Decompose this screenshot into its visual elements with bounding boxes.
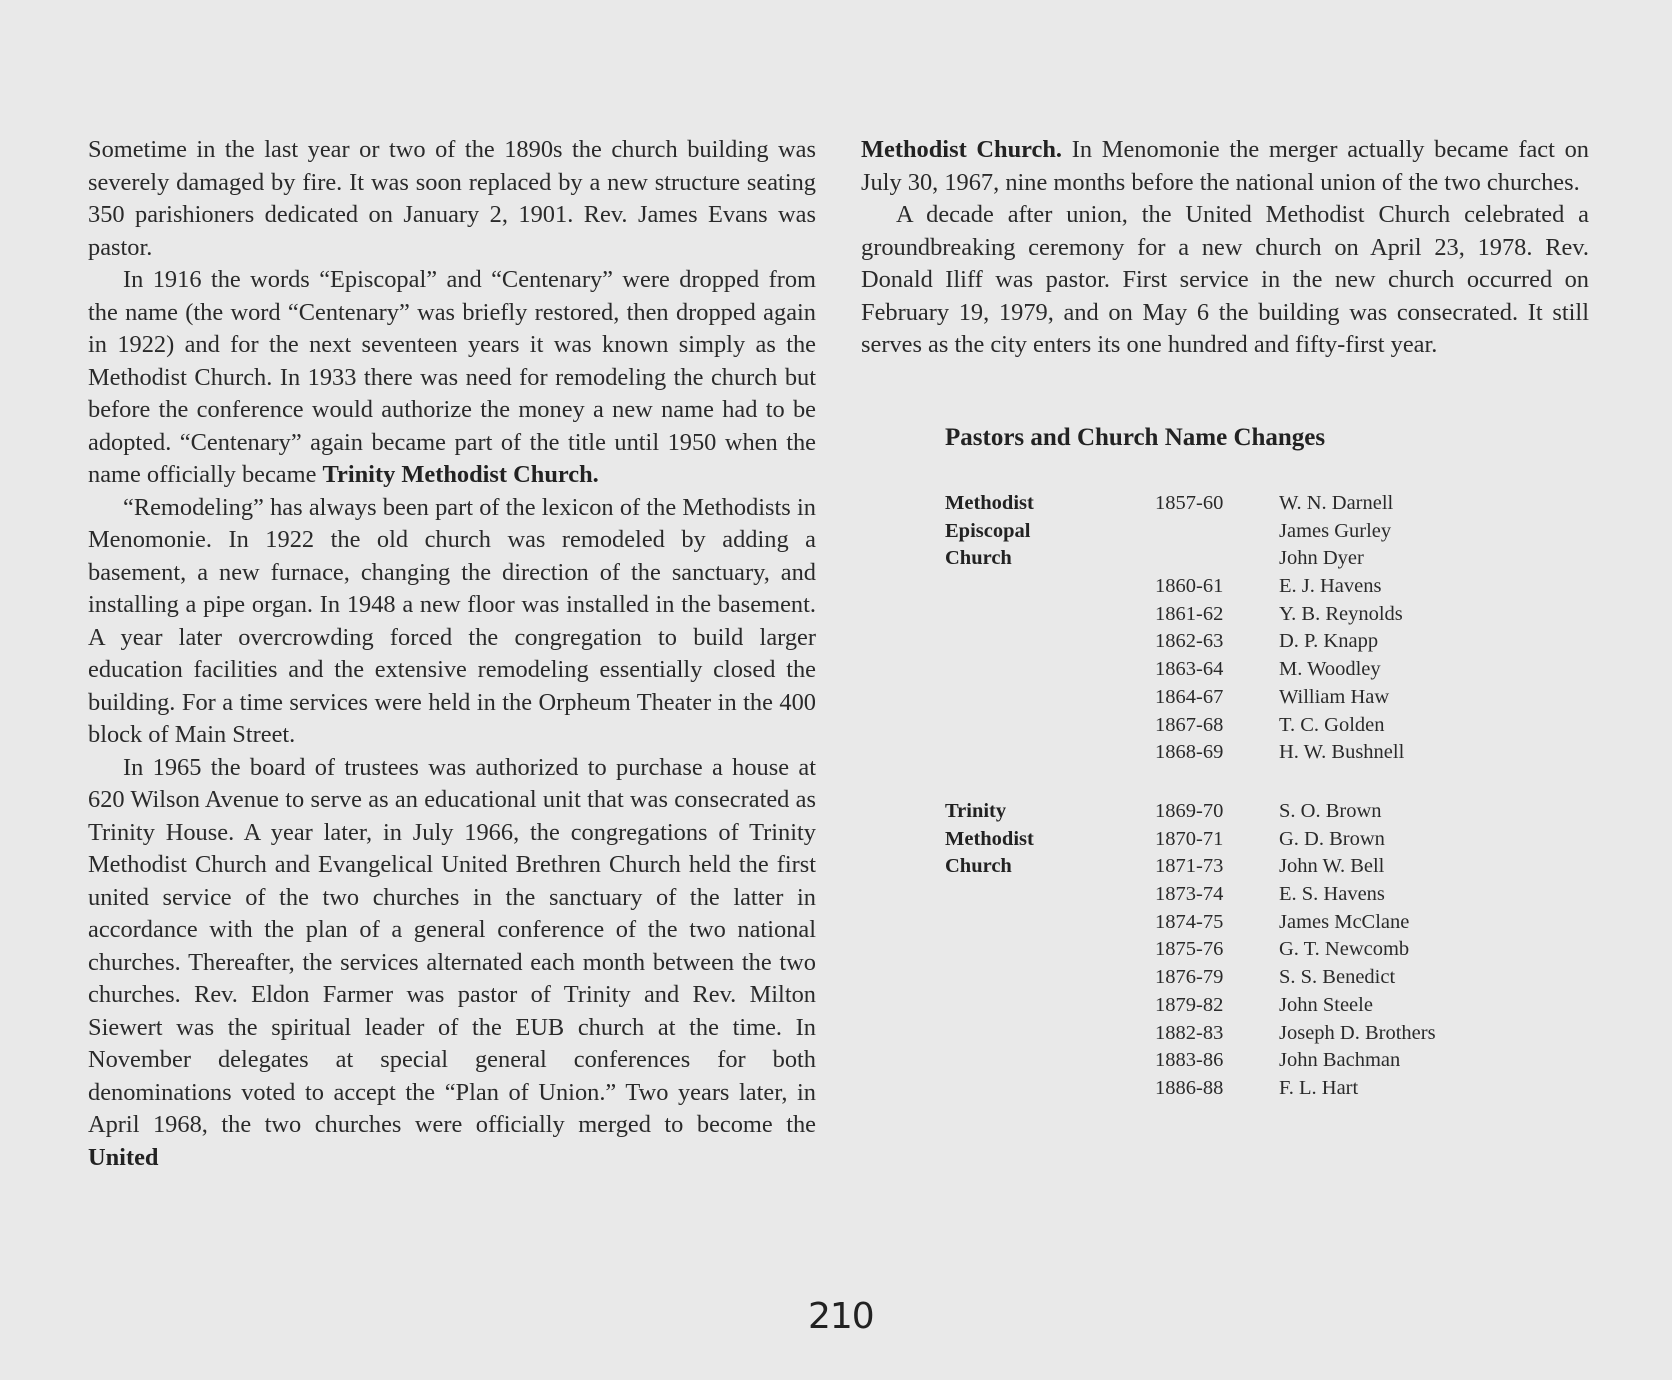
pastor-entry	[1155, 881, 1555, 909]
paragraph-union	[88, 752, 816, 1175]
pastor-name: E. S. Havens	[1279, 883, 1385, 906]
pastor-name: T. C. Golden	[1279, 713, 1385, 736]
paragraph-name-changes	[88, 264, 816, 492]
pastor-entry	[1155, 518, 1555, 546]
pastor-years: 1867-68	[1155, 713, 1224, 736]
pastor-years: 1874-75	[1155, 910, 1224, 933]
pastor-years: 1862-63	[1155, 630, 1224, 653]
pastor-name: John Dyer	[1279, 547, 1364, 570]
paragraph-fire: Sometime in the last year or two of the 1890s the church building was severely damaged by fire. It was soon replaced by a new structure seating 350 parishioners dedicated on January 2, 1901. Rev. James Evans was pastor.	[88, 136, 816, 261]
paragraph-remodeling: “Remodeling” has always been part of the lexicon of the Methodists in Menomonie. In 1922 the old church was remodeled by adding a basement, a new furnace, changing the direction of the sanctuary, and installing a pipe organ. In 1948 a new floor was installed in the basement. A year later overcrowding forced the congregation to build larger education facilities and the extensive remodeling essentially closed the building. For a time services were held in the Orpheum Theater in the 400 block of Main Street.	[88, 493, 816, 748]
pastor-entry	[1155, 798, 1555, 826]
pastor-entry	[1155, 684, 1555, 712]
paragraph-text: In 1965 the board of trustees was authorized to purchase a house at 620 Wilson Avenue to serve as an educational unit that was consecrated as Trinity House. A year later, in July 1966, the congregations of Trinity Methodist Church and Evangelical United Brethren Church held the first united service of the two churches in the sanctuary of the latter in accordance with the plan of a general conference of the two national churches. Thereafter, the services alternated each month between the two churches. Rev. Eldon Farmer was pastor of Trinity and Rev. Milton Siewert was the spiritual leader of the EUB church at the time. In November delegates at special general conferences for both denominations voted to accept the “Plan of Union.” Two years later, in April 1968, the two churches were officially merged to become the	[88, 753, 816, 1138]
pastor-entry	[1155, 936, 1555, 964]
paragraph-merger	[861, 134, 1589, 199]
church-name-bold: Methodist Church.	[861, 136, 1063, 163]
church-name-bold: Trinity Methodist Church.	[322, 461, 599, 488]
paragraph-new-church: A decade after union, the United Methodist Church celebrated a groundbreaking ceremony for a new church on April 23, 1978. Rev. Donald Iliff was pastor. First service in the new church occurred on February 19, 1979, and on May 6 the building was consecrated. It still serves as the city enters its one hundred and fifty-first year.	[861, 201, 1589, 358]
pastor-years: 1883-86	[1155, 1049, 1224, 1072]
pastor-years: 1869-70	[1155, 800, 1224, 822]
pastor-name: Y. B. Reynolds	[1279, 602, 1403, 625]
church-group-name	[945, 798, 1135, 881]
pastor-name: John W. Bell	[1279, 855, 1385, 878]
pastor-entry	[1155, 601, 1555, 629]
pastor-name: S. O. Brown	[1279, 800, 1382, 822]
church-group-name-line: Church	[945, 547, 1012, 570]
pastors-table-title: Pastors and Church Name Changes	[945, 424, 1326, 451]
pastor-years: 1860-61	[1155, 575, 1224, 598]
pastor-entry	[1155, 992, 1555, 1020]
pastor-entry	[1155, 573, 1555, 601]
pastor-name: D. P. Knapp	[1279, 630, 1379, 653]
church-group-name-line: Episcopal	[945, 519, 1031, 542]
pastor-years: 1857-60	[1155, 492, 1224, 514]
pastor-entry	[1155, 964, 1555, 992]
right-text-column	[861, 134, 1589, 362]
church-group-name	[945, 490, 1135, 573]
pastor-entry	[1155, 1020, 1555, 1048]
pastor-years: 1875-76	[1155, 938, 1224, 961]
pastor-years: 1864-67	[1155, 685, 1224, 708]
pastor-name: John Steele	[1279, 993, 1373, 1016]
church-group-name-line: Trinity	[945, 800, 1007, 822]
pastor-entry	[1155, 490, 1555, 518]
pastor-name: G. T. Newcomb	[1279, 938, 1410, 961]
pastor-name: John Bachman	[1279, 1049, 1401, 1072]
pastor-years: 1871-73	[1155, 855, 1224, 878]
paragraph-text: In 1916 the words “Episcopal” and “Centenary” were dropped from the name (the word “Centenary” was briefly restored, then dropped again in 1922) and for the next seventeen years it was known simply as the Methodist Church. In 1933 there was need for remodeling the church but before the conference would authorize the money a new name had to be adopted. “Centenary” again became part of the title until 1950 when the name officially became	[88, 266, 816, 488]
pastor-entry	[1155, 712, 1555, 740]
pastor-name: S. S. Benedict	[1279, 966, 1396, 989]
page-number: 210	[808, 1296, 874, 1337]
left-text-column	[88, 134, 816, 1174]
church-group-name-line: Church	[945, 855, 1012, 878]
pastor-entry	[1155, 1047, 1555, 1075]
pastor-name: H. W. Bushnell	[1279, 741, 1405, 764]
pastor-years: 1879-82	[1155, 993, 1224, 1016]
church-name-bold: United	[88, 1143, 159, 1171]
pastor-name: G. D. Brown	[1279, 827, 1385, 850]
pastor-name: Joseph D. Brothers	[1279, 1021, 1436, 1044]
pastor-years: 1882-83	[1155, 1021, 1224, 1044]
pastor-years: 1873-74	[1155, 883, 1224, 906]
church-group-name-line: Methodist	[945, 827, 1034, 850]
pastor-years: 1870-71	[1155, 827, 1224, 850]
pastor-name: James McClane	[1279, 910, 1410, 933]
pastor-years: 1886-88	[1155, 1076, 1224, 1099]
pastor-name: E. J. Havens	[1279, 575, 1382, 598]
pastor-entry	[1155, 656, 1555, 684]
pastor-name: M. Woodley	[1279, 658, 1381, 681]
pastor-list	[1155, 798, 1555, 1103]
pastor-entry	[1155, 1075, 1555, 1103]
paragraph-text: In Menomonie the merger actually became fact on July 30, 1967, nine months before the national union of the two churches.	[861, 136, 1589, 196]
pastor-entry	[1155, 909, 1555, 937]
pastor-entry	[1155, 826, 1555, 854]
pastor-name: William Haw	[1279, 685, 1390, 708]
pastor-list	[1155, 490, 1555, 767]
church-group-name-line: Methodist	[945, 492, 1034, 514]
pastor-name: W. N. Darnell	[1279, 492, 1394, 514]
pastor-entry	[1155, 545, 1555, 573]
pastor-years: 1868-69	[1155, 741, 1224, 764]
pastor-years: 1863-64	[1155, 658, 1224, 681]
pastor-years: 1861-62	[1155, 602, 1224, 625]
pastor-years: 1876-79	[1155, 966, 1224, 989]
pastor-entry	[1155, 739, 1555, 767]
pastor-name: F. L. Hart	[1279, 1076, 1359, 1099]
pastor-entry	[1155, 853, 1555, 881]
pastor-entry	[1155, 628, 1555, 656]
pastor-name: James Gurley	[1279, 519, 1392, 542]
